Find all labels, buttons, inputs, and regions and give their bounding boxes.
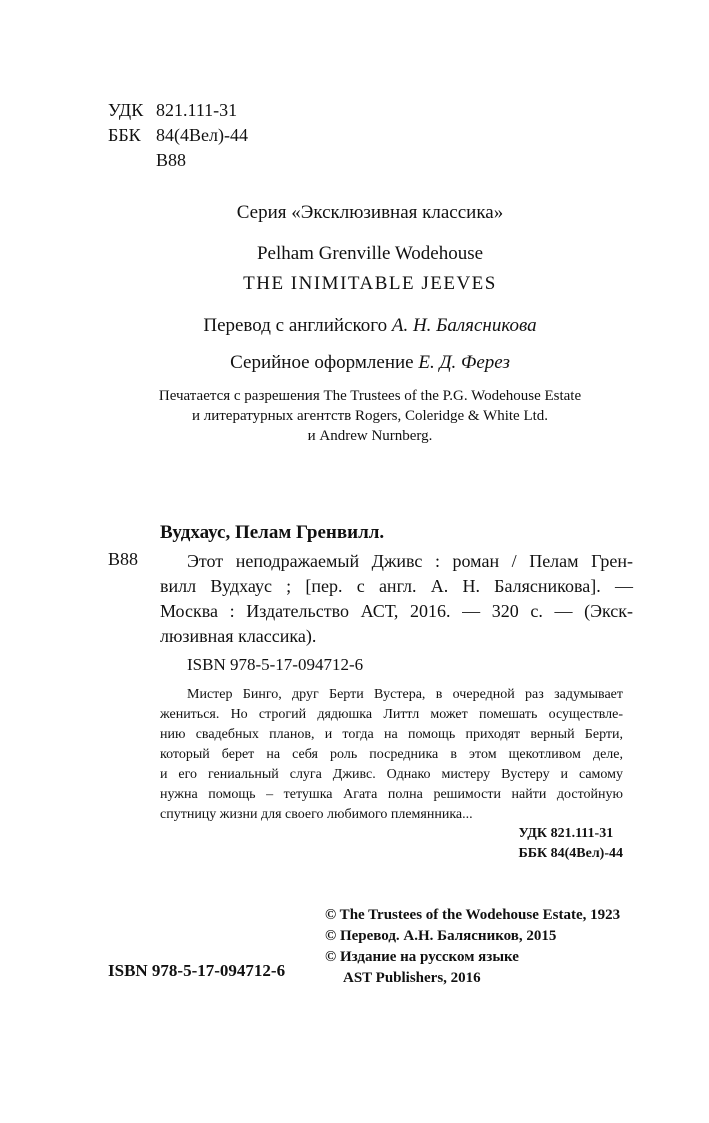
translation-prefix: Перевод с английского — [203, 315, 388, 336]
codes-right — [518, 824, 623, 864]
annotation-line: нию свадебных планов, и тогда на помощь приходят верный Берти, — [160, 727, 623, 742]
permission-block — [0, 386, 709, 446]
series-line: Серия «Эксклюзивная классика» — [236, 202, 504, 223]
catalog-line: Москва : Издательство АСТ, 2016. — 320 с. — (Экск- — [160, 601, 633, 621]
translator-name: А. Н. Балясникова — [391, 315, 537, 336]
annotation-line: нужна помощь – тетушка Агата полна решимости найти достойную — [160, 787, 623, 802]
code-bbk: ББК 84(4Вел)-44 — [518, 846, 623, 861]
code-udk: УДК 821.111-31 — [518, 826, 614, 841]
permission-line: и литературных агентств Rogers, Coleridge & White Ltd. — [191, 408, 549, 424]
annotation — [160, 685, 623, 825]
author-mark: В88 — [156, 150, 187, 170]
isbn-bottom: ISBN 978-5-17-094712-6 — [108, 961, 286, 980]
permission-line: и Andrew Nurnberg. — [307, 428, 433, 444]
annotation-line: Мистер Бинго, друг Берти Вустера, в очередной раз задумывает — [187, 687, 623, 702]
annotation-line: спутницу жизни для своего любимого племянника... — [160, 807, 473, 822]
designer-name: Е. Д. Ферез — [418, 352, 510, 373]
catalog-line: вилл Вудхаус ; [пер. с англ. А. Н. Балясникова]. — — [160, 576, 633, 596]
copyright-line: © Издание на русском языке — [325, 949, 519, 965]
copyright-line: © The Trustees of the Wodehouse Estate, 1923 — [325, 907, 621, 923]
catalog-heading: Вудхаус, Пелам Гренвилл. — [160, 522, 385, 543]
translation-line — [0, 315, 709, 337]
permission-line: Печатается с разрешения The Trustees of the P.G. Wodehouse Estate — [158, 388, 582, 404]
original-title: THE INIMITABLE JEEVES — [243, 273, 497, 294]
udk-label: УДК — [108, 100, 144, 120]
udk-row — [108, 98, 248, 123]
design-prefix: Серийное оформление — [230, 352, 414, 373]
catalog-mark: В88 — [108, 549, 139, 569]
classification-block — [108, 98, 248, 173]
copyright-line: © Перевод. А.Н. Балясников, 2015 — [325, 928, 557, 944]
catalog-body — [160, 549, 633, 649]
bbk-row — [108, 123, 248, 148]
catalog-line: Этот неподражаемый Дживс : роман / Пелам Грен- — [187, 551, 633, 571]
annotation-line: жениться. Но строгий дядюшка Литтл может помешать осуществле- — [160, 707, 623, 722]
catalog-line: люзивная классика). — [160, 626, 317, 646]
copyright-block — [325, 905, 620, 989]
publisher-line: AST Publishers, 2016 — [343, 970, 481, 986]
design-line — [0, 352, 709, 374]
original-author: Pelham Grenville Wodehouse — [256, 243, 484, 264]
catalog-isbn: ISBN 978-5-17-094712-6 — [187, 655, 364, 674]
annotation-line: который берет на себя роль посредника в этом щекотливом деле, — [160, 747, 623, 762]
bbk-label: ББК — [108, 125, 141, 145]
udk-value: 821.111-31 — [156, 100, 238, 120]
author-mark-row — [108, 148, 248, 173]
bbk-value: 84(4Вел)-44 — [156, 125, 248, 145]
annotation-line: и его гениальный слуга Дживс. Однако мистеру Вустеру и самому — [160, 767, 623, 782]
